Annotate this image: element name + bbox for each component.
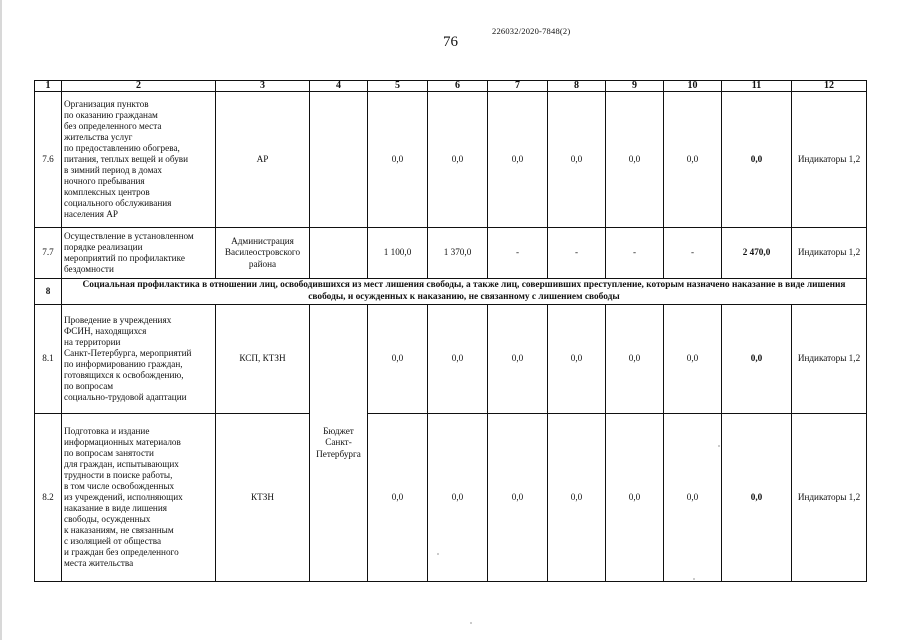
measure-name: Организация пунктов по оказанию гражданам без определенного места жительства услуг по предоставлению обогрева, питания, теплых вещей и обуви в зимний период в домах ночного пребывания комплексных центров социального обслуживания населения АР (62, 92, 216, 228)
col-num-2: 2 (62, 81, 216, 92)
value-col-5: 0,0 (368, 92, 428, 228)
value-col-9: - (606, 228, 664, 279)
value-col-8: 0,0 (548, 92, 606, 228)
executor: Администрация Василеостровского района (216, 228, 310, 279)
value-col-5: 1 100,0 (368, 228, 428, 279)
table-row (35, 305, 867, 414)
value-col-7: 0,0 (488, 414, 548, 582)
row-number: 8.1 (35, 305, 62, 414)
col-num-8: 8 (548, 81, 606, 92)
section-title: Социальная профилактика в отношении лиц, освободившихся из мест лишения свободы, а также лиц, совершивших преступление, которым назначено наказание в виде лишения свободы, и осужденных к наказанию, не связанному с лишением свободы (62, 279, 867, 305)
table-row (35, 92, 867, 228)
program-table (34, 80, 867, 582)
row-number: 8.2 (35, 414, 62, 582)
value-col-9: 0,0 (606, 305, 664, 414)
executor: АР (216, 92, 310, 228)
col-num-9: 9 (606, 81, 664, 92)
table-row (35, 228, 867, 279)
col-num-11: 11 (722, 81, 792, 92)
value-col-6: 0,0 (428, 305, 488, 414)
funding-source-empty (310, 228, 368, 279)
value-col-10: - (664, 228, 722, 279)
row-number: 7.6 (35, 92, 62, 228)
value-col-10: 0,0 (664, 305, 722, 414)
indicators: Индикаторы 1,2 (792, 92, 867, 228)
value-col-5: 0,0 (368, 414, 428, 582)
executor: КСП, КТЗН (216, 305, 310, 414)
total-value: 0,0 (722, 92, 792, 228)
scan-edge (0, 0, 2, 640)
total-value: 2 470,0 (722, 228, 792, 279)
value-col-6: 1 370,0 (428, 228, 488, 279)
value-col-9: 0,0 (606, 92, 664, 228)
row-number: 7.7 (35, 228, 62, 279)
value-col-7: 0,0 (488, 305, 548, 414)
funding-source: Бюджет Санкт- Петербурга (310, 305, 368, 582)
col-num-5: 5 (368, 81, 428, 92)
funding-source-empty (310, 92, 368, 228)
column-number-row (35, 81, 867, 92)
executor: КТЗН (216, 414, 310, 582)
indicators: Индикаторы 1,2 (792, 228, 867, 279)
col-num-6: 6 (428, 81, 488, 92)
value-col-6: 0,0 (428, 414, 488, 582)
scan-speck (470, 622, 472, 624)
section-row (35, 279, 867, 305)
indicators: Индикаторы 1,2 (792, 414, 867, 582)
value-col-5: 0,0 (368, 305, 428, 414)
value-col-10: 0,0 (664, 92, 722, 228)
page-number: 76 (443, 34, 458, 50)
col-num-10: 10 (664, 81, 722, 92)
section-number: 8 (35, 279, 62, 305)
value-col-7: 0,0 (488, 92, 548, 228)
measure-name: Осуществление в установленном порядке реализации мероприятий по профилактике бездомности (62, 228, 216, 279)
document-id: 226032/2020-7848(2) (492, 26, 571, 36)
col-num-1: 1 (35, 81, 62, 92)
value-col-9: 0,0 (606, 414, 664, 582)
col-num-4: 4 (310, 81, 368, 92)
value-col-8: - (548, 228, 606, 279)
measure-name: Подготовка и издание информационных материалов по вопросам занятости для граждан, испытывающих трудности в поиске работы, в том числе освобожденных из учреждений, исполняющих наказание в виде лишения свободы, осужденных к наказаниям, не связанным с изоляцией от общества и граждан без определенного места жительства (62, 414, 216, 582)
scan-speck (693, 578, 695, 580)
table-row (35, 414, 867, 582)
measure-name: Проведение в учреждениях ФСИН, находящихся на территории Санкт-Петербурга, мероприятий по информированию граждан, готовящихся к освобождению, по вопросам социально-трудовой адаптации (62, 305, 216, 414)
scan-speck (437, 553, 439, 555)
col-num-12: 12 (792, 81, 867, 92)
col-num-3: 3 (216, 81, 310, 92)
indicators: Индикаторы 1,2 (792, 305, 867, 414)
table-container (34, 80, 867, 582)
value-col-6: 0,0 (428, 92, 488, 228)
total-value: 0,0 (722, 414, 792, 582)
scan-speck (718, 445, 720, 447)
col-num-7: 7 (488, 81, 548, 92)
value-col-10: 0,0 (664, 414, 722, 582)
value-col-7: - (488, 228, 548, 279)
value-col-8: 0,0 (548, 305, 606, 414)
value-col-8: 0,0 (548, 414, 606, 582)
total-value: 0,0 (722, 305, 792, 414)
